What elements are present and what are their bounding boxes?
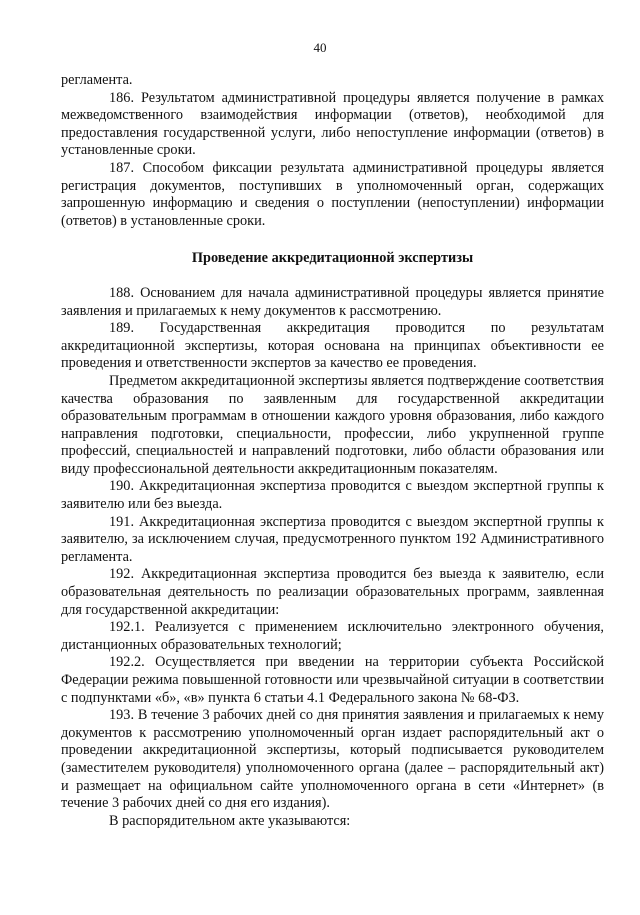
paragraph-189-subject: Предметом аккредитационной экспертизы является подтверждение соответствия качества образования по заявленным для государственной аккредитации образовательным программам в отношении каждого уровня образования, либо каждого направления подготовки, специальности, профессии, либо укрупненной группе профессий, специальностей и направлений подготовки, либо области образования или виду профессиональной деятельности аккредитационным показателям. [61,372,604,477]
paragraph-186: 186. Результатом административной процедуры является получение в рамках межведомственного взаимодействия информации (ответов), необходимой для предоставления государственной услуги, либо непоступление информации (ответов) в установленные сроки. [61,89,604,159]
paragraph-continuation: регламента. [61,72,133,88]
paragraph-192: 192. Аккредитационная экспертиза проводится без выезда к заявителю, если образовательная деятельность по реализации образовательных программ, заявленная для государственной аккредитации: [61,566,604,618]
paragraph-191: 191. Аккредитационная экспертиза проводится с выездом экспертной группы к заявителю, за исключением случая, предусмотренного пунктом 192 Административного регламента. [61,513,604,565]
paragraph-189: 189. Государственная аккредитация проводится по результатам аккредитационной экспертизы, которая основана на принципах объективности ее проведения и ответственности экспертов за качество ее проведения. [61,320,604,372]
paragraph-193-list-intro: В распорядительном акте указываются: [109,812,351,829]
paragraph-193: 193. В течение 3 рабочих дней со дня принятия заявления и прилагаемых к нему документов к рассмотрению уполномоченный орган издает распорядительный акт о проведении аккредитационной экспертизы, который подписывается руководителем (заместителем руководителя) уполномоченного органа (далее – распорядительный акт) и размещает на официальном сайте уполномоченного органа в сети «Интернет» (в течение 3 рабочих дней со дня его издания). [61,707,604,812]
paragraph-187: 187. Способом фиксации результата административной процедуры является регистрация документов, поступивших в уполномоченный орган, содержащих запрошенную информацию и сведения о поступлении (непоступлении) информации (ответов) в установленные сроки. [61,159,604,229]
document-body [61,72,604,830]
paragraph-188: 188. Основанием для начала административной процедуры является принятие заявления и прилагаемых к нему документов к рассмотрению. [61,284,604,319]
section-heading: Проведение аккредитационной экспертизы [191,250,474,267]
paragraph-192-1: 192.1. Реализуется с применением исключительно электронного обучения, дистанционных образовательных технологий; [61,619,604,653]
page-number: 40 [313,40,327,55]
paragraph-192-2: 192.2. Осуществляется при введении на территории субъекта Российской Федерации режима повышенной готовности или чрезвычайной ситуации в соответствии с подпунктами «б», «в» пункта 6 статьи 4.1 Федерального закона № 68-ФЗ. [61,654,604,706]
paragraph-190: 190. Аккредитационная экспертиза проводится с выездом экспертной группы к заявителю или без выезда. [61,478,604,513]
